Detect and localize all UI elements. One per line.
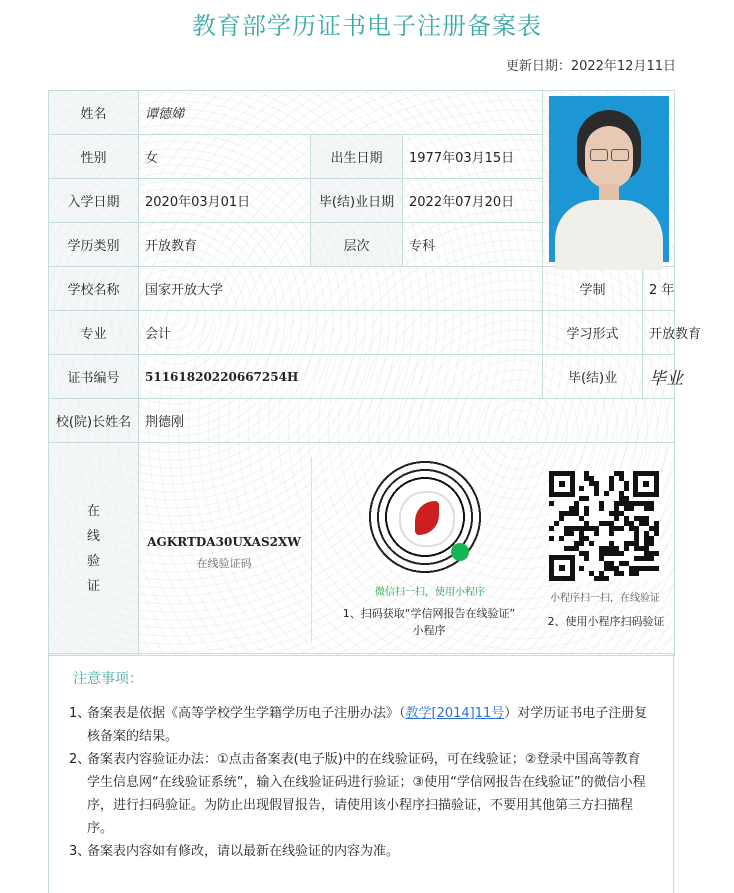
president-value: 荆德刚 xyxy=(139,399,675,443)
note-number: 3、 xyxy=(69,844,91,859)
wechat-badge-icon xyxy=(451,543,469,561)
photo-cell xyxy=(543,91,675,267)
name-value: 谭德娣 xyxy=(139,91,543,135)
status-value: 毕业 xyxy=(643,355,675,399)
verify-label-char: 证 xyxy=(86,579,100,594)
level-value: 专科 xyxy=(403,223,543,267)
birth-value: 1977年03月15日 xyxy=(403,135,543,179)
note-item xyxy=(69,748,649,840)
note-number: 1、 xyxy=(69,706,91,721)
mini-program-caption xyxy=(319,605,539,639)
note-text: 备案表内容验证办法：①点击备案表(电子版)中的在线验证码，可在线验证；②登录中国高等教育学生信息网“在线验证系统”，输入在线验证码进行验证；③使用“学信网报告在线验证”的微信小程序，进行扫码验证。为防止出现假冒报告，请使用该小程序扫描验证，不要用其他第三方扫描程序。 xyxy=(87,752,646,836)
mini-program-caption-line2: 小程序 xyxy=(412,624,446,637)
notes-list xyxy=(69,702,649,863)
qr-caption: 2、使用小程序扫码验证 xyxy=(547,615,665,628)
note-item xyxy=(69,702,649,748)
study-form-label: 学习形式 xyxy=(543,311,643,355)
grad-label: 毕(结)业日期 xyxy=(311,179,403,223)
duration-label: 学制 xyxy=(543,267,643,311)
regulation-link[interactable]: 教学[2014]11号 xyxy=(405,706,505,721)
qr-code[interactable] xyxy=(549,471,659,581)
verify-label-char: 线 xyxy=(86,529,100,544)
gender-label: 性别 xyxy=(49,135,139,179)
note-text: ）对学历证书电子注册复核备案的结果。 xyxy=(87,706,648,744)
chsi-logo-icon xyxy=(399,491,455,547)
qr-hint: 小程序扫一扫，在线验证 xyxy=(550,593,660,604)
study-form-value: 开放教育 xyxy=(643,311,675,355)
verify-label xyxy=(49,443,139,656)
level-label: 层次 xyxy=(311,223,403,267)
enroll-value: 2020年03月01日 xyxy=(139,179,311,223)
gender-value: 女 xyxy=(139,135,311,179)
grad-value: 2022年07月20日 xyxy=(403,179,543,223)
notes-section xyxy=(48,653,674,893)
wechat-hint: 微信扫一扫，使用小程序 xyxy=(375,587,485,598)
note-item xyxy=(69,840,649,863)
student-photo xyxy=(549,96,669,262)
verify-cell xyxy=(139,443,675,656)
registration-table xyxy=(48,90,702,656)
name-label: 姓名 xyxy=(49,91,139,135)
major-value: 会计 xyxy=(139,311,543,355)
page-title: 教育部学历证书电子注册备案表 xyxy=(192,12,542,40)
status-label: 毕(结)业 xyxy=(543,355,643,399)
duration-value: 2 年 xyxy=(643,267,675,311)
school-label: 学校名称 xyxy=(49,267,139,311)
school-value: 国家开放大学 xyxy=(139,267,543,311)
verify-code-label: 在线验证码 xyxy=(196,557,252,570)
major-label: 专业 xyxy=(49,311,139,355)
verify-label-char: 在 xyxy=(86,504,100,519)
verify-code[interactable]: AGKRTDA30UXAS2XW xyxy=(147,535,301,549)
edu-type-label: 学历类别 xyxy=(49,223,139,267)
cert-label: 证书编号 xyxy=(49,355,139,399)
birth-label: 出生日期 xyxy=(311,135,403,179)
edu-type-value: 开放教育 xyxy=(139,223,311,267)
enroll-label: 入学日期 xyxy=(49,179,139,223)
mini-program-caption-line1: 1、扫码获取“学信网报告在线验证” xyxy=(342,607,516,620)
divider xyxy=(311,457,312,643)
verify-label-char: 验 xyxy=(86,554,100,569)
notes-heading: 注意事项： xyxy=(73,671,143,687)
cert-value: 51161820220667254H xyxy=(139,355,543,399)
update-date: 更新日期：2022年12月11日 xyxy=(505,59,676,74)
mini-program-code[interactable] xyxy=(363,455,487,579)
president-label: 校(院)长姓名 xyxy=(49,399,139,443)
note-number: 2、 xyxy=(69,752,91,767)
note-text: 备案表是依据《高等学校学生学籍学历电子注册办法》（ xyxy=(87,706,406,721)
note-text: 备案表内容如有修改，请以最新在线验证的内容为准。 xyxy=(87,844,400,859)
verify-code-block[interactable] xyxy=(139,535,309,571)
